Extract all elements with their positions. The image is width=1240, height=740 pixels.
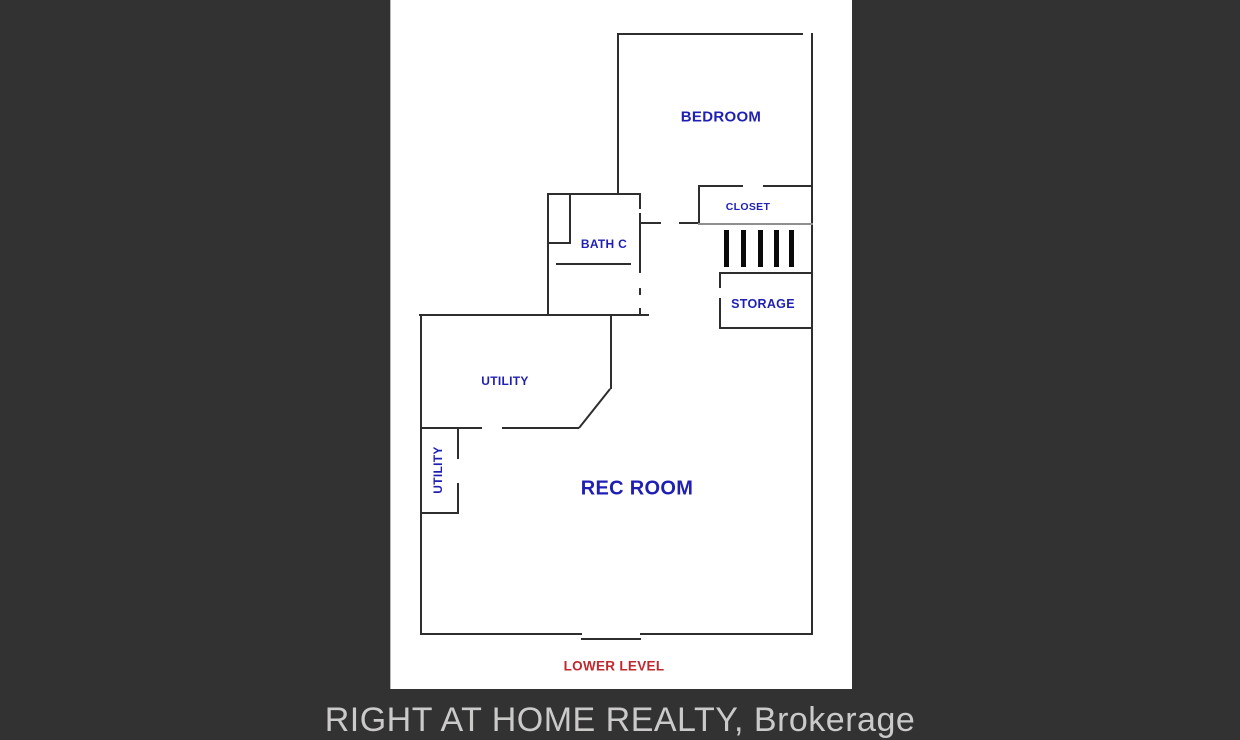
room-label-closet: CLOSET bbox=[725, 201, 771, 213]
stair-step bbox=[724, 230, 729, 267]
wall-storage-left-a bbox=[719, 272, 721, 288]
wall-utility-closet-right-a bbox=[457, 429, 459, 459]
room-label-rec-room: REC ROOM bbox=[580, 477, 694, 500]
wall-utility-diagonal bbox=[578, 388, 611, 428]
wall-utility-bottom-b bbox=[502, 427, 579, 429]
brokerage-name: RIGHT AT HOME REALTY, Brokerage bbox=[324, 701, 916, 739]
wall-bath-left bbox=[547, 193, 549, 316]
stair-step bbox=[774, 230, 779, 267]
floor-plan-paper bbox=[390, 0, 852, 689]
wall-bath-right-c bbox=[639, 288, 641, 295]
wall-bath-top bbox=[547, 193, 641, 195]
floor-plan-drawing bbox=[391, 0, 852, 689]
wall-storage-top bbox=[719, 272, 811, 274]
bath-vanity-line bbox=[556, 263, 631, 265]
stair-step bbox=[741, 230, 746, 267]
level-title: LOWER LEVEL bbox=[563, 658, 665, 674]
wall-storage-bottom bbox=[719, 327, 811, 329]
room-label-bedroom: BEDROOM bbox=[680, 108, 762, 126]
wall-utility-right bbox=[610, 316, 612, 389]
stair-step bbox=[758, 230, 763, 267]
wall-outer-bottom-a bbox=[420, 633, 582, 635]
wall-bedroom-top bbox=[617, 33, 803, 35]
wall-hall-right bbox=[679, 222, 698, 224]
room-label-utility: UTILITY bbox=[481, 374, 529, 388]
wall-utility-bottom-a bbox=[420, 427, 482, 429]
wall-hall-left bbox=[639, 222, 661, 224]
wall-outer-left bbox=[420, 314, 422, 635]
wall-storage-left-b bbox=[719, 298, 721, 329]
room-label-bath: BATH C bbox=[580, 237, 628, 251]
stair-step bbox=[789, 230, 794, 267]
wall-shower-side bbox=[569, 195, 571, 243]
wall-shower-front bbox=[547, 242, 571, 244]
wall-closet-top-b bbox=[763, 185, 813, 187]
room-label-storage: STORAGE bbox=[731, 297, 795, 311]
wall-outer-bottom-b bbox=[640, 633, 813, 635]
wall-utility-closet-right-b bbox=[457, 483, 459, 514]
wall-utility-top bbox=[419, 314, 649, 316]
wall-closet-bottom bbox=[698, 223, 813, 225]
wall-bath-right-a bbox=[639, 195, 641, 209]
room-label-utility-closet: UTILITY bbox=[431, 446, 445, 494]
wall-outer-bottom-notch bbox=[581, 638, 641, 640]
wall-utility-closet-bottom bbox=[420, 512, 459, 514]
wall-outer-right bbox=[811, 33, 813, 635]
wall-closet-top-a bbox=[698, 185, 743, 187]
wall-closet-left bbox=[698, 185, 700, 224]
wall-bedroom-left bbox=[617, 33, 619, 193]
